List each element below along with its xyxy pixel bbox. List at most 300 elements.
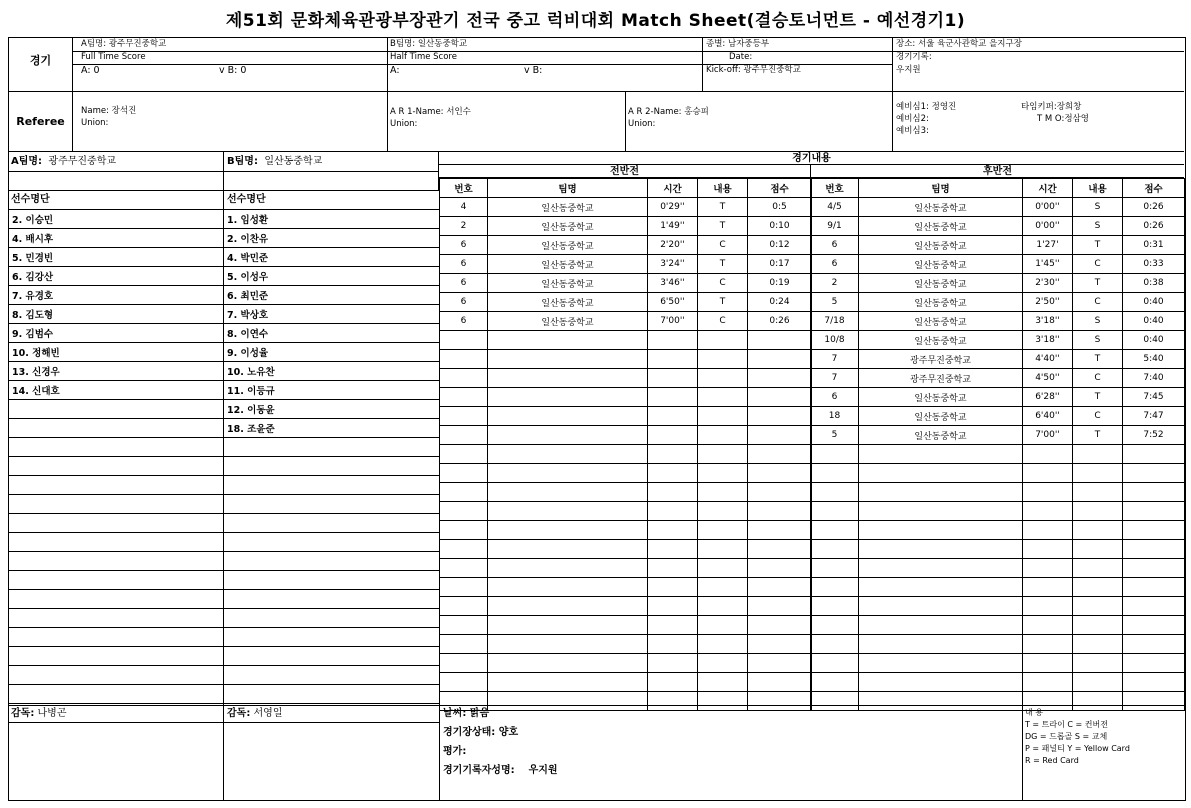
event-cell xyxy=(1073,502,1123,521)
evaluation: 평가: xyxy=(443,746,467,757)
event-cell xyxy=(1123,502,1185,521)
event-cell xyxy=(698,350,748,369)
event-cell xyxy=(1073,673,1123,692)
event-row xyxy=(811,369,1185,388)
event-cell xyxy=(811,654,859,673)
category: 종별: 남자중등부 xyxy=(706,39,770,49)
event-row xyxy=(440,369,812,388)
event-row xyxy=(440,236,812,255)
event-cell xyxy=(440,559,488,578)
event-cell: S xyxy=(1073,217,1123,236)
event-cell xyxy=(648,559,698,578)
roster-row xyxy=(224,571,439,590)
roster-row xyxy=(224,324,439,343)
roster-row xyxy=(224,647,439,666)
event-cell xyxy=(698,635,748,654)
player-name: 7. 박상호 xyxy=(224,305,439,324)
player-name xyxy=(9,628,223,647)
player-name xyxy=(224,514,439,533)
divider xyxy=(223,706,224,801)
event-cell xyxy=(748,407,812,426)
player-name: 6. 최민준 xyxy=(224,286,439,305)
event-cell: 일산동중학교 xyxy=(859,388,1023,407)
event-cell: C xyxy=(1073,407,1123,426)
event-cell: 일산동중학교 xyxy=(488,217,648,236)
event-cell xyxy=(1023,483,1073,502)
divider xyxy=(9,171,439,172)
event-cell xyxy=(488,654,648,673)
event-cell: 3'24'' xyxy=(648,255,698,274)
event-row xyxy=(811,198,1185,217)
event-cell xyxy=(1023,616,1073,635)
roster-row xyxy=(9,647,223,666)
event-cell xyxy=(1073,635,1123,654)
event-cell xyxy=(648,331,698,350)
event-cell: 3'46'' xyxy=(648,274,698,293)
event-row xyxy=(811,388,1185,407)
ar1-union: Union: xyxy=(390,119,418,129)
event-cell xyxy=(648,540,698,559)
event-cell: 일산동중학교 xyxy=(488,255,648,274)
event-cell: 일산동중학교 xyxy=(488,274,648,293)
event-cell: 0:17 xyxy=(748,255,812,274)
event-cell xyxy=(698,369,748,388)
event-cell xyxy=(1073,559,1123,578)
event-row xyxy=(440,559,812,578)
event-cell xyxy=(748,654,812,673)
event-row xyxy=(811,616,1185,635)
event-cell xyxy=(698,616,748,635)
event-cell xyxy=(488,616,648,635)
event-cell xyxy=(488,388,648,407)
roster-row xyxy=(9,381,223,400)
event-cell xyxy=(748,521,812,540)
event-cell xyxy=(1073,540,1123,559)
event-cell xyxy=(1123,673,1185,692)
event-row xyxy=(440,483,812,502)
event-cell xyxy=(648,388,698,407)
event-cell xyxy=(698,597,748,616)
event-cell: 일산동중학교 xyxy=(859,407,1023,426)
event-cell xyxy=(748,445,812,464)
event-cell xyxy=(648,464,698,483)
event-cell xyxy=(1073,597,1123,616)
event-cell xyxy=(1023,521,1073,540)
roster-row xyxy=(224,305,439,324)
player-name xyxy=(9,495,223,514)
event-cell: 2'20'' xyxy=(648,236,698,255)
event-cell xyxy=(859,521,1023,540)
event-cell xyxy=(648,350,698,369)
event-cell xyxy=(440,407,488,426)
event-cell xyxy=(859,559,1023,578)
event-cell xyxy=(488,445,648,464)
column-header: 번호 xyxy=(440,179,488,198)
event-cell xyxy=(748,369,812,388)
event-cell xyxy=(1023,559,1073,578)
event-cell xyxy=(648,616,698,635)
event-cell xyxy=(748,559,812,578)
event-cell xyxy=(748,673,812,692)
event-cell xyxy=(1023,578,1073,597)
event-cell: 2 xyxy=(440,217,488,236)
event-cell xyxy=(1123,578,1185,597)
divider xyxy=(387,92,388,152)
team-b-name: B팀명: 일산동중학교 xyxy=(390,39,468,49)
event-cell xyxy=(859,616,1023,635)
roster-row xyxy=(224,210,439,229)
event-row xyxy=(811,654,1185,673)
roster-row xyxy=(9,305,223,324)
event-cell xyxy=(748,483,812,502)
event-row xyxy=(440,312,812,331)
event-row xyxy=(811,445,1185,464)
event-cell: 3'18'' xyxy=(1023,331,1073,350)
event-cell: T xyxy=(1073,236,1123,255)
event-row xyxy=(811,255,1185,274)
event-cell xyxy=(748,388,812,407)
event-row xyxy=(811,312,1185,331)
event-cell xyxy=(648,635,698,654)
divider xyxy=(1022,706,1023,801)
event-cell xyxy=(488,369,648,388)
player-name xyxy=(9,552,223,571)
event-cell: 0:40 xyxy=(1123,331,1185,350)
event-cell xyxy=(1023,540,1073,559)
legend-item: R = Red Card xyxy=(1025,756,1079,765)
roster-a-table xyxy=(9,191,223,723)
player-name: 12. 이동윤 xyxy=(224,400,439,419)
event-cell: T xyxy=(1073,388,1123,407)
roster-a-header: 선수명단 xyxy=(11,194,50,205)
footer xyxy=(9,705,1184,800)
event-cell xyxy=(488,483,648,502)
event-row xyxy=(440,540,812,559)
event-cell: 일산동중학교 xyxy=(859,217,1023,236)
reserve-referee-2: 예비심2: xyxy=(896,114,929,124)
event-cell xyxy=(698,464,748,483)
event-cell: 0:26 xyxy=(1123,217,1185,236)
event-cell xyxy=(488,521,648,540)
player-name: 2. 이승민 xyxy=(9,210,223,229)
event-cell xyxy=(440,331,488,350)
player-name xyxy=(9,419,223,438)
event-cell: 2'50'' xyxy=(1023,293,1073,312)
event-cell: 1'27' xyxy=(1023,236,1073,255)
event-cell: 0:40 xyxy=(1123,312,1185,331)
event-cell xyxy=(648,502,698,521)
event-cell: S xyxy=(1073,198,1123,217)
game-content-header: 경기내용 xyxy=(439,152,1184,165)
divider xyxy=(892,92,893,152)
event-cell xyxy=(748,578,812,597)
divider xyxy=(439,706,440,801)
event-cell: 0:38 xyxy=(1123,274,1185,293)
event-cell xyxy=(1023,635,1073,654)
player-name xyxy=(224,495,439,514)
event-cell xyxy=(859,635,1023,654)
roster-row xyxy=(9,457,223,476)
player-name: 8. 이연수 xyxy=(224,324,439,343)
event-cell: 7:45 xyxy=(1123,388,1185,407)
roster-row xyxy=(224,590,439,609)
event-row xyxy=(440,274,812,293)
player-name xyxy=(224,647,439,666)
roster-row xyxy=(224,495,439,514)
event-cell xyxy=(440,616,488,635)
event-cell: 일산동중학교 xyxy=(859,293,1023,312)
roster-row xyxy=(9,419,223,438)
column-header: 번호 xyxy=(811,179,859,198)
event-cell xyxy=(748,502,812,521)
event-cell xyxy=(1073,521,1123,540)
event-cell xyxy=(1023,597,1073,616)
match-info-row xyxy=(9,38,1184,92)
event-cell: 0:40 xyxy=(1123,293,1185,312)
event-cell xyxy=(748,540,812,559)
event-cell: 6 xyxy=(811,236,859,255)
event-cell xyxy=(698,540,748,559)
event-cell xyxy=(811,483,859,502)
event-cell: 0:5 xyxy=(748,198,812,217)
full-time-score-a: A: 0 xyxy=(81,65,100,76)
event-cell xyxy=(488,502,648,521)
event-row xyxy=(440,654,812,673)
event-cell xyxy=(488,559,648,578)
referee-label: Referee xyxy=(9,92,73,152)
event-cell xyxy=(1073,578,1123,597)
player-name xyxy=(9,476,223,495)
roster-row xyxy=(224,381,439,400)
event-cell xyxy=(1123,540,1185,559)
roster-row xyxy=(9,210,223,229)
player-name xyxy=(224,457,439,476)
event-cell: 0:10 xyxy=(748,217,812,236)
event-row xyxy=(811,502,1185,521)
player-name xyxy=(9,666,223,685)
event-cell xyxy=(811,559,859,578)
referee-name: Name: 장석진 xyxy=(81,106,137,116)
match-sheet xyxy=(8,37,1186,801)
event-row xyxy=(440,673,812,692)
event-row xyxy=(811,540,1185,559)
player-name: 6. 김강산 xyxy=(9,267,223,286)
event-cell xyxy=(698,331,748,350)
player-name: 5. 민경빈 xyxy=(9,248,223,267)
player-name: 4. 배시후 xyxy=(9,229,223,248)
player-name: 5. 이성우 xyxy=(224,267,439,286)
event-cell xyxy=(440,350,488,369)
event-cell xyxy=(648,407,698,426)
event-cell xyxy=(440,540,488,559)
roster-row xyxy=(9,685,223,704)
player-name: 4. 박민준 xyxy=(224,248,439,267)
event-cell: 7:47 xyxy=(1123,407,1185,426)
event-row xyxy=(811,521,1185,540)
roster-row xyxy=(9,324,223,343)
team-header xyxy=(9,152,439,191)
event-cell: 6 xyxy=(440,312,488,331)
event-cell xyxy=(648,521,698,540)
event-cell xyxy=(748,426,812,445)
recorder-signature: 경기기록자성명: 우지원 xyxy=(443,765,558,776)
team-a-name: A팀명: 광주무진중학교 xyxy=(81,39,167,49)
event-row xyxy=(811,635,1185,654)
event-cell: 일산동중학교 xyxy=(859,312,1023,331)
event-cell xyxy=(859,483,1023,502)
event-row xyxy=(440,521,812,540)
ar2-name: A R 2-Name: 홍승피 xyxy=(628,107,709,117)
event-cell: T xyxy=(698,217,748,236)
event-cell xyxy=(811,540,859,559)
event-cell xyxy=(488,578,648,597)
player-name: 18. 조윤준 xyxy=(224,419,439,438)
event-row xyxy=(440,426,812,445)
event-cell xyxy=(440,426,488,445)
event-cell xyxy=(859,502,1023,521)
player-name xyxy=(9,590,223,609)
roster-row xyxy=(224,362,439,381)
event-cell: 7'00'' xyxy=(648,312,698,331)
player-name: 10. 노유찬 xyxy=(224,362,439,381)
event-cell xyxy=(1073,616,1123,635)
event-cell xyxy=(1073,445,1123,464)
event-cell: 2'30'' xyxy=(1023,274,1073,293)
ar1-name: A R 1-Name: 서인수 xyxy=(390,107,471,117)
event-row xyxy=(811,578,1185,597)
player-name xyxy=(224,571,439,590)
event-cell: 0'00'' xyxy=(1023,198,1073,217)
event-cell xyxy=(648,426,698,445)
event-cell xyxy=(1123,464,1185,483)
event-cell: 광주무진중학교 xyxy=(859,369,1023,388)
event-cell: 일산동중학교 xyxy=(859,426,1023,445)
event-cell: 광주무진중학교 xyxy=(859,350,1023,369)
event-row xyxy=(440,616,812,635)
roster-row xyxy=(9,286,223,305)
player-name: 8. 김도형 xyxy=(9,305,223,324)
event-cell: 일산동중학교 xyxy=(488,293,648,312)
column-header: 내용 xyxy=(698,179,748,198)
event-row xyxy=(811,217,1185,236)
event-cell: 일산동중학교 xyxy=(859,331,1023,350)
event-cell: 1'45'' xyxy=(1023,255,1073,274)
player-name: 14. 신대호 xyxy=(9,381,223,400)
roster-row xyxy=(224,419,439,438)
event-cell xyxy=(698,578,748,597)
second-half-table xyxy=(810,178,1185,711)
event-cell xyxy=(440,464,488,483)
roster-row xyxy=(9,514,223,533)
legend-item: T = 트라이 C = 컨버젼 xyxy=(1025,720,1108,729)
event-cell: 0:12 xyxy=(748,236,812,255)
event-cell: 일산동중학교 xyxy=(859,274,1023,293)
event-cell: 5 xyxy=(811,293,859,312)
event-cell xyxy=(1073,654,1123,673)
divider xyxy=(625,92,626,152)
event-cell xyxy=(488,350,648,369)
column-header: 시간 xyxy=(1023,179,1073,198)
player-name xyxy=(9,609,223,628)
full-time-score-b: v B: 0 xyxy=(219,65,247,76)
player-name xyxy=(9,685,223,704)
referee-row xyxy=(9,92,1184,152)
event-row xyxy=(440,217,812,236)
event-cell xyxy=(440,388,488,407)
event-row xyxy=(811,464,1185,483)
reserve-referee-1: 예비심1: 정영진 xyxy=(896,102,957,112)
roster-row xyxy=(224,609,439,628)
roster-row xyxy=(9,267,223,286)
event-cell: 0'00'' xyxy=(1023,217,1073,236)
event-cell: 6 xyxy=(440,274,488,293)
team-a-header: A팀명: 광주무진중학교 xyxy=(11,156,117,167)
roster-row xyxy=(9,590,223,609)
event-row xyxy=(440,388,812,407)
roster-row xyxy=(224,286,439,305)
event-cell: 7 xyxy=(811,350,859,369)
player-name xyxy=(224,609,439,628)
player-name: 2. 이찬유 xyxy=(224,229,439,248)
first-half-table xyxy=(439,178,812,711)
event-cell xyxy=(1123,445,1185,464)
roster-row xyxy=(9,495,223,514)
event-cell xyxy=(440,597,488,616)
roster-row xyxy=(224,438,439,457)
event-cell xyxy=(1073,464,1123,483)
event-cell xyxy=(488,331,648,350)
event-cell xyxy=(1123,597,1185,616)
event-cell: S xyxy=(1073,331,1123,350)
event-cell xyxy=(1123,483,1185,502)
event-cell: 6'50'' xyxy=(648,293,698,312)
event-cell: 0'29'' xyxy=(648,198,698,217)
event-cell xyxy=(698,407,748,426)
event-cell: 일산동중학교 xyxy=(488,198,648,217)
event-cell: 6 xyxy=(440,293,488,312)
event-cell xyxy=(748,597,812,616)
roster-row xyxy=(224,248,439,267)
divider xyxy=(73,64,892,65)
roster-row xyxy=(9,609,223,628)
weather: 날씨: 맑음 xyxy=(443,708,490,719)
event-cell: C xyxy=(1073,255,1123,274)
event-cell xyxy=(1023,464,1073,483)
event-cell: T xyxy=(1073,350,1123,369)
event-row xyxy=(440,331,812,350)
event-cell: 1'49'' xyxy=(648,217,698,236)
event-cell: 6 xyxy=(811,388,859,407)
event-cell xyxy=(698,426,748,445)
event-row xyxy=(440,255,812,274)
event-cell xyxy=(488,407,648,426)
event-cell: 7:40 xyxy=(1123,369,1185,388)
roster-row xyxy=(224,400,439,419)
roster-row xyxy=(9,362,223,381)
event-cell: 6 xyxy=(811,255,859,274)
event-cell xyxy=(440,521,488,540)
roster-row xyxy=(224,343,439,362)
column-header: 팀명 xyxy=(488,179,648,198)
player-name xyxy=(224,685,439,704)
event-cell: 0:24 xyxy=(748,293,812,312)
event-cell xyxy=(811,597,859,616)
tmo: T M O:정삼영 xyxy=(1037,114,1089,124)
player-name xyxy=(224,533,439,552)
roster-b-header: 선수명단 xyxy=(227,194,266,205)
event-cell: C xyxy=(698,312,748,331)
roster-row xyxy=(224,552,439,571)
